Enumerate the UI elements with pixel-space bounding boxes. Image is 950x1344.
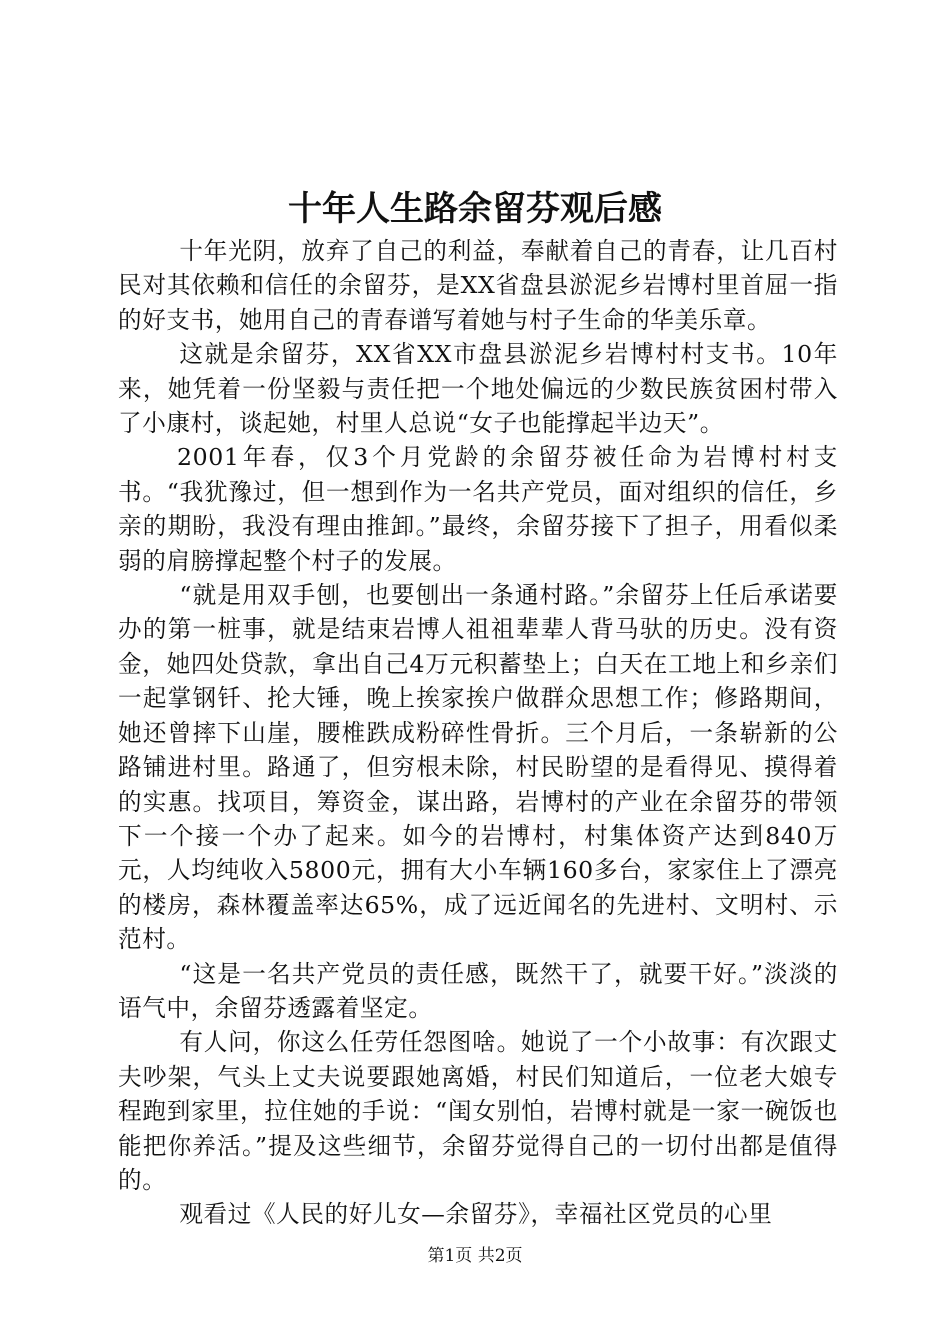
document-title: 十年人生路余留芬观后感 bbox=[288, 189, 662, 229]
paragraph-2: 这就是余留芬，XX省XX市盘县淤泥乡岩博村村支书。10年来，她凭着一份坚毅与责任把一个地处偏远的少数民族贫困村带入了小康村，谈起她，村里人总说“女子也能撑起半边天”。 bbox=[118, 340, 838, 438]
paragraph-7: 观看过《人民的好儿女—余留芬》，幸福社区党员的心里 bbox=[179, 1200, 773, 1229]
paragraph-6: 有人问，你这么任劳任怨图啥。她说了一个小故事：有次跟丈夫吵架，气头上丈夫说要跟她离婚，村民们知道后，一位老大娘专程跑到家里，拉住她的手说：“闺女别怕，岩博村就是一家一碗饭也能把你养活。”提及这些细节，余留芬觉得自己的一切付出都是值得的。 bbox=[118, 1028, 838, 1194]
document-body bbox=[118, 234, 838, 1232]
paragraph-3: 2001年春，仅3个月党龄的余留芬被任命为岩博村村支书。“我犹豫过，但一想到作为一名共产党员，面对组织的信任，乡亲的期盼，我没有理由推卸。”最终，余留芬接下了担子，用看似柔弱的肩膀撑起整个村子的发展。 bbox=[118, 443, 838, 575]
paragraph-4: “就是用双手刨，也要刨出一条通村路。”余留芬上任后承诺要办的第一桩事，就是结束岩博人祖祖辈辈人背马驮的历史。没有资金，她四处贷款，拿出自己4万元积蓄垫上；白天在工地上和乡亲们一起掌钢钎、抡大锤，晚上挨家挨户做群众思想工作；修路期间，她还曾摔下山崖，腰椎跌成粉碎性骨折。三个月后，一条崭新的公路铺进村里。路通了，但穷根未除，村民盼望的是看得见、摸得着的实惠。找项目，筹资金，谋出路，岩博村的产业在余留芬的带领下一个接一个办了起来。如今的岩博村，村集体资产达到840万元，人均纯收入5800元，拥有大小车辆160多台，家家住上了漂亮的楼房，森林覆盖率达65%，成了远近闻名的先进村、文明村、示范村。 bbox=[118, 581, 838, 954]
paragraph-5: “这是一名共产党员的责任感，既然干了，就要干好。”淡淡的语气中，余留芬透露着坚定。 bbox=[118, 959, 838, 1022]
paragraph-1: 十年光阴，放弃了自己的利益，奉献着自己的青春，让几百村民对其依赖和信任的余留芬，是XX省盘县淤泥乡岩博村里首屈一指的好支书，她用自己的青春谱写着她与村子生命的华美乐章。 bbox=[118, 237, 838, 334]
page-number: 第1页 共2页 bbox=[427, 1246, 523, 1266]
